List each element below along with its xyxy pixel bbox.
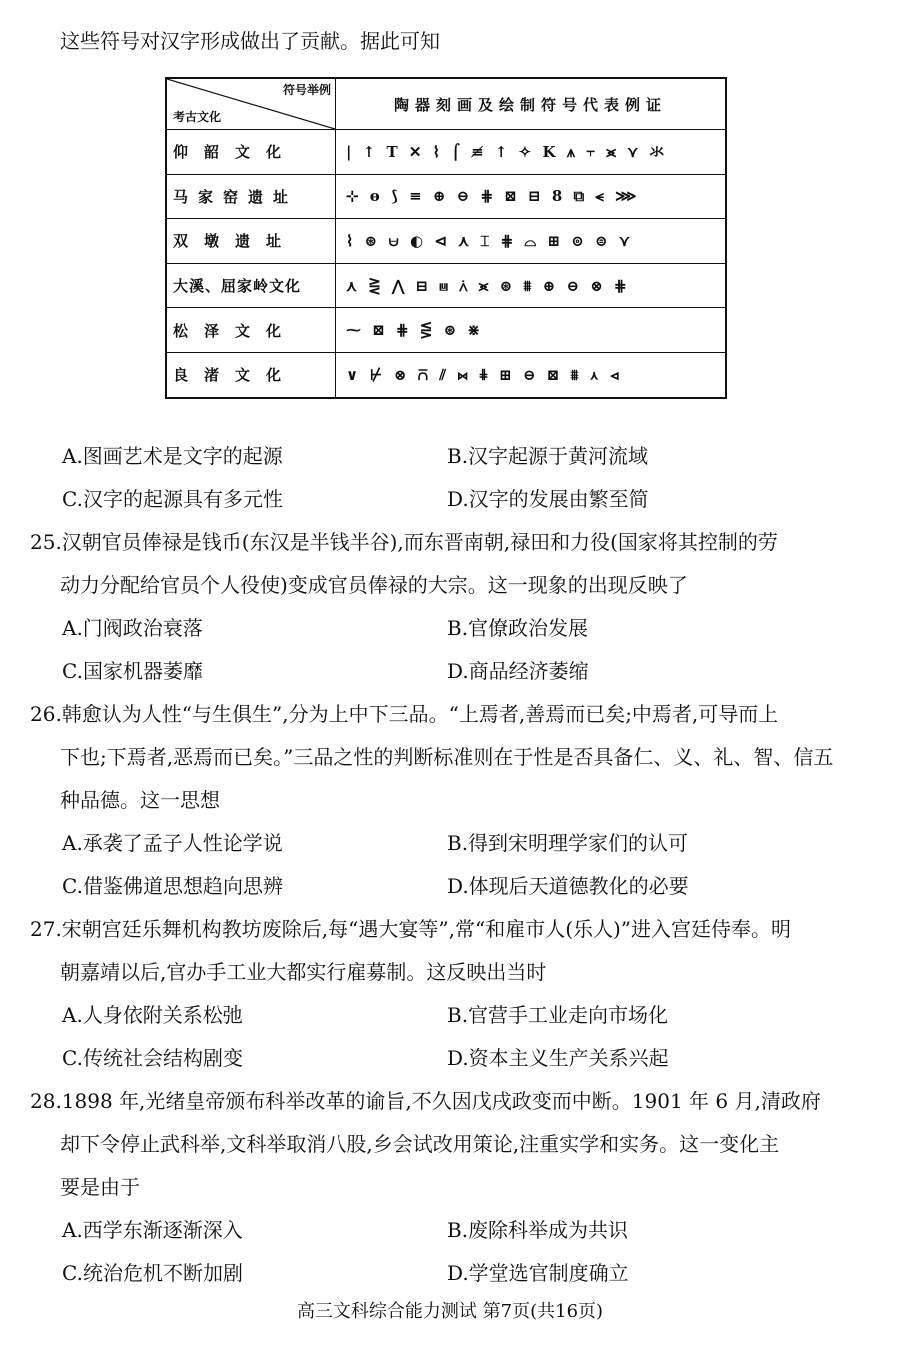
q27-option-a[interactable]: A.人身依附关系松弛 xyxy=(62,1003,243,1027)
symbol-table xyxy=(165,77,727,399)
symbol-examples: ⁓ ⊠ ⋕ ⋚ ⊛ ⋇ xyxy=(336,308,727,353)
table-header-row xyxy=(166,78,726,130)
q26-stem-line1: 26.韩愈认为人性“与生俱生”,分为上中下三品。“上焉者,善焉而已矣;中焉者,可导而上 xyxy=(30,702,779,726)
q28-option-b[interactable]: B.废除科举成为共识 xyxy=(447,1218,629,1242)
q26-option-c[interactable]: C.借鉴佛道思想趋向思辨 xyxy=(62,874,283,898)
q25-stem-line1: 25.汉朝官员俸禄是钱币(东汉是半钱半谷),而东晋南朝,禄田和力役(国家将其控制的劳 xyxy=(30,530,778,554)
culture-name: 松泽文化 xyxy=(166,308,336,353)
q28-stem-line3: 要是由于 xyxy=(60,1175,140,1199)
symbol-examples: ⊹ ɵ ⟆ ≡ ⊕ ⊖ ⋕ ⊠ ⊟ 8 ⧉ ⪪ ⋙ xyxy=(336,174,727,219)
table-row xyxy=(166,174,726,219)
culture-name: 良渚文化 xyxy=(166,352,336,398)
q28-option-a[interactable]: A.西学东渐逐渐深入 xyxy=(62,1218,243,1242)
q25-option-c[interactable]: C.国家机器萎靡 xyxy=(62,659,203,683)
intro-text: 这些符号对汉字形成做出了贡献。据此可知 xyxy=(60,29,440,53)
q25-stem-line2: 动力分配给官员个人役使)变成官员俸禄的大宗。这一现象的出现反映了 xyxy=(60,573,688,597)
q27-option-b[interactable]: B.官营手工业走向市场化 xyxy=(447,1003,669,1027)
q27-stem-line1: 27.宋朝宫廷乐舞机构教坊废除后,每“遇大宴等”,常“和雇市人(乐人)”进入宫廷侍奉。明 xyxy=(30,917,792,941)
q24-option-d[interactable]: D.汉字的发展由繁至简 xyxy=(447,487,649,511)
table-row xyxy=(166,130,726,175)
header-culture: 考古文化 xyxy=(173,110,222,124)
q26-option-d[interactable]: D.体现后天道德教化的必要 xyxy=(447,874,689,898)
q28-option-d[interactable]: D.学堂选官制度确立 xyxy=(447,1261,629,1285)
q25-option-d[interactable]: D.商品经济萎缩 xyxy=(447,659,589,683)
q26-stem-line3: 种品德。这一思想 xyxy=(60,788,220,812)
culture-name: 仰韶文化 xyxy=(166,130,336,175)
q27-stem-line2: 朝嘉靖以后,官办手工业大都实行雇募制。这反映出当时 xyxy=(60,960,547,984)
header-evidence: 陶器刻画及绘制符号代表例证 xyxy=(336,78,727,130)
symbol-examples: | ↑ T ✕ ⌇ ⌠ ≢ ↑ ✧ K ⩚ ⫟ ⪤ ⋎ 氺 xyxy=(336,130,727,175)
table-row xyxy=(166,352,726,398)
q25-option-a[interactable]: A.门阀政治衰落 xyxy=(62,616,203,640)
culture-name: 双墩遗址 xyxy=(166,219,336,264)
q24-option-a[interactable]: A.图画艺术是文字的起源 xyxy=(62,444,283,468)
q25-option-b[interactable]: B.官僚政治发展 xyxy=(447,616,589,640)
symbol-examples: ⋏ ⋛ ⋀ ⊟ ⩏ ⩑ ⪤ ⊛ ⩩ ⊕ ⊖ ⊗ ⋕ xyxy=(336,263,727,308)
q27-option-c[interactable]: C.传统社会结构剧变 xyxy=(62,1046,243,1070)
header-symbol-example: 符号举例 xyxy=(282,83,331,97)
q28-option-c[interactable]: C.统治危机不断加剧 xyxy=(62,1261,243,1285)
q28-stem-line2: 却下令停止武科举,文科举取消八股,乡会试改用策论,注重实学和实务。这一变化主 xyxy=(60,1132,780,1156)
q24-option-b[interactable]: B.汉字起源于黄河流域 xyxy=(447,444,649,468)
q28-stem-line1: 28.1898 年,光绪皇帝颁布科举改革的谕旨,不久因戊戌政变而中断。1901 年 6 月,清政府 xyxy=(30,1089,821,1113)
q24-option-c[interactable]: C.汉字的起源具有多元性 xyxy=(62,487,283,511)
table-row xyxy=(166,308,726,353)
table-row xyxy=(166,263,726,308)
culture-name: 马家窑遗址 xyxy=(166,174,336,219)
symbol-examples: ∨ ⊬ ⊗ ⩃ ⫽ ⋈ ⋕ ⊞ ⊖ ⊠ ⩩ ⋏ ⊲ xyxy=(336,352,727,398)
q27-option-d[interactable]: D.资本主义生产关系兴起 xyxy=(447,1046,669,1070)
table-header-diagonal-cell xyxy=(166,78,336,130)
symbol-examples: ⌇ ⊛ ⩁ ◐ ⊲ ⋏ ⌶ ⋕ ⌓ ⊞ ⊚ ⊜ ⋎ xyxy=(336,219,727,264)
page-footer: 高三文科综合能力测试 第7页(共16页) xyxy=(296,1301,604,1322)
table-row xyxy=(166,219,726,264)
culture-name: 大溪、屈家岭文化 xyxy=(166,263,336,308)
q26-option-b[interactable]: B.得到宋明理学家们的认可 xyxy=(447,831,689,855)
q26-stem-line2: 下也;下焉者,恶焉而已矣。”三品之性的判断标准则在于性是否具备仁、义、礼、智、信五 xyxy=(60,745,834,769)
q26-option-a[interactable]: A.承袭了孟子人性论学说 xyxy=(62,831,283,855)
